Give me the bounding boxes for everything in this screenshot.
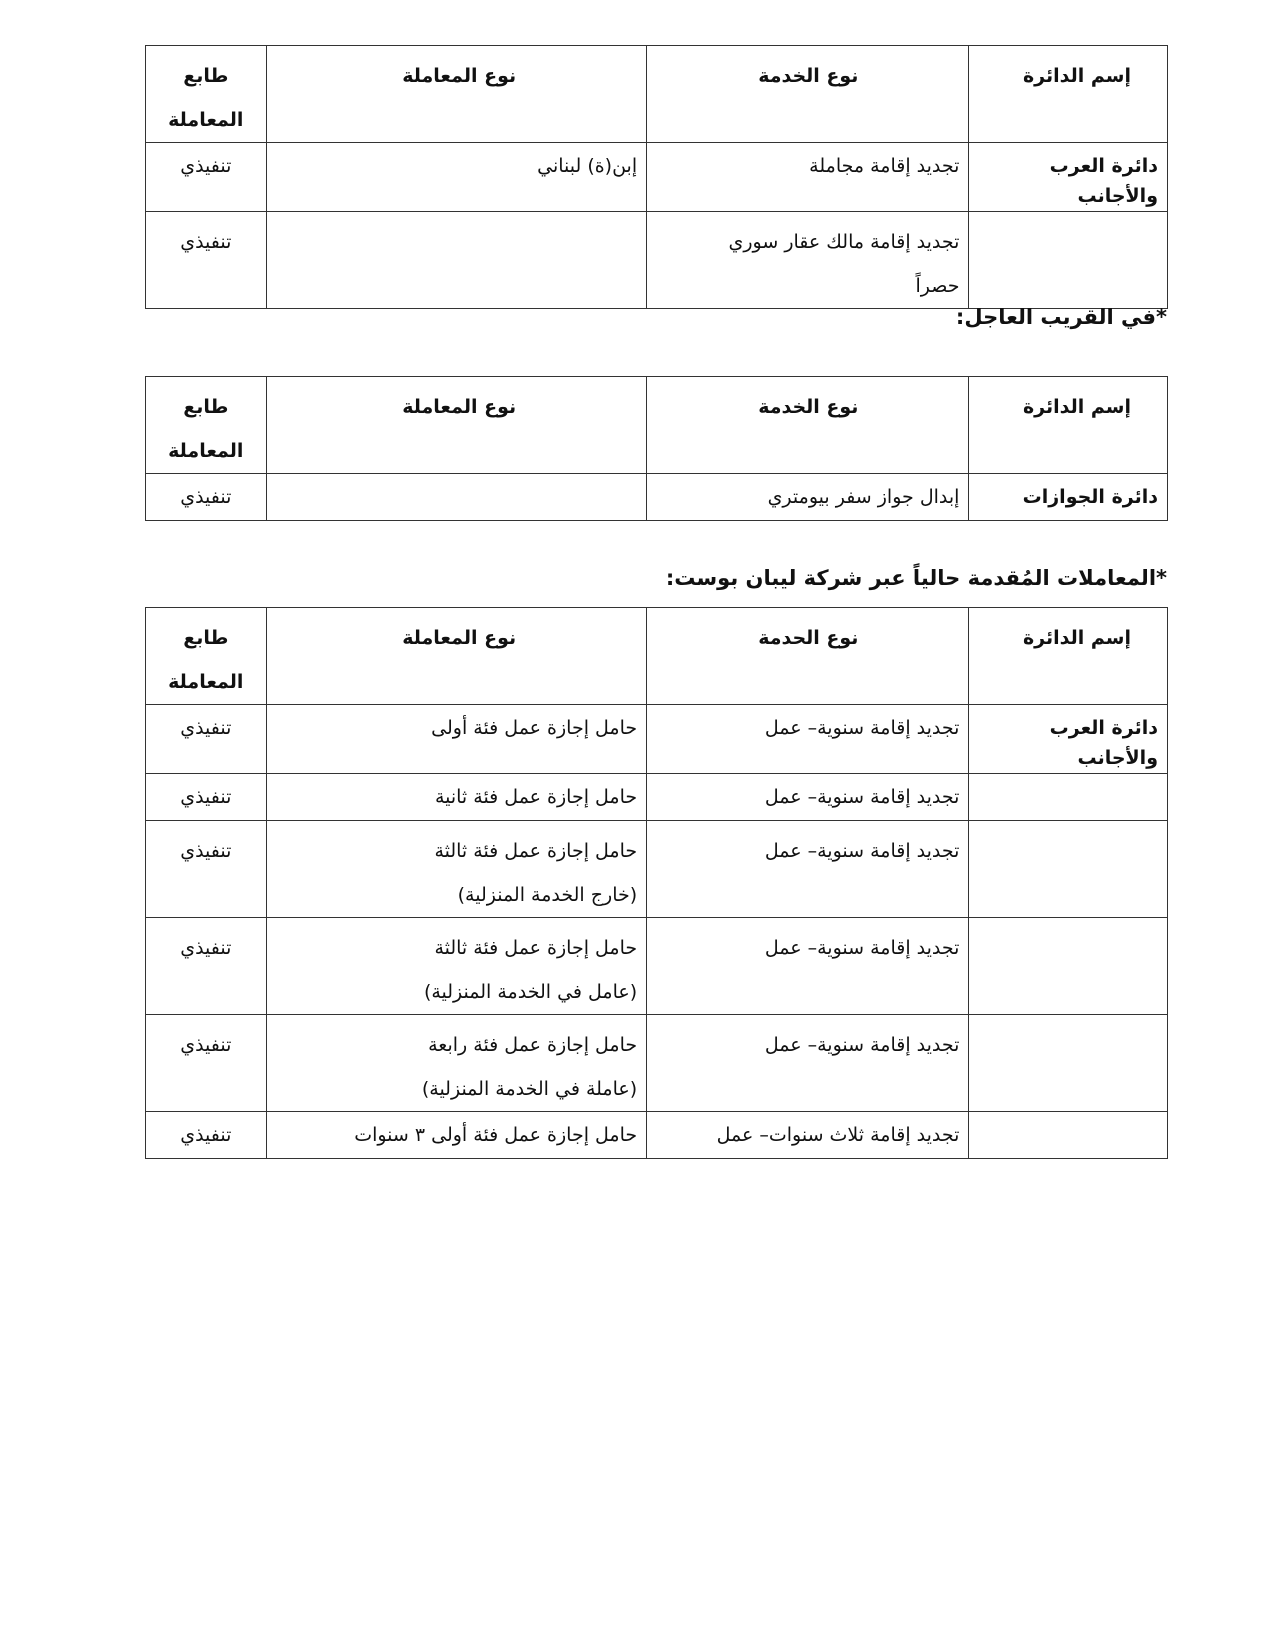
table-row	[146, 1015, 1168, 1112]
table-row	[146, 1112, 1168, 1159]
stamp-cell: تنفيذي	[146, 212, 267, 309]
dept-cell	[969, 918, 1168, 1015]
dept-cell: دائرة العرب والأجانب	[969, 705, 1168, 774]
header-dept: إسم الدائرة	[969, 377, 1168, 474]
header-type: نوع المعاملة	[266, 377, 647, 474]
table-header-row	[146, 608, 1168, 705]
service-cell: إبدال جواز سفر بيومتري	[647, 474, 969, 521]
table-row	[146, 821, 1168, 918]
table-row	[146, 143, 1168, 212]
service-cell: تجديد إقامة سنوية– عمل	[647, 918, 969, 1015]
stamp-cell: تنفيذي	[146, 774, 267, 821]
header-service: نوع الخدمة	[647, 377, 969, 474]
dept-cell: دائرة العرب والأجانب	[969, 143, 1168, 212]
table-row	[146, 212, 1168, 309]
dept-cell: دائرة الجوازات	[969, 474, 1168, 521]
stamp-cell: تنفيذي	[146, 821, 267, 918]
type-cell: حامل إجازة عمل فئة أولى ٣ سنوات	[266, 1112, 647, 1159]
dept-cell	[969, 774, 1168, 821]
dept-cell	[969, 821, 1168, 918]
service-cell: تجديد إقامة مالك عقار سوري حصراً	[647, 212, 969, 309]
stamp-cell: تنفيذي	[146, 1015, 267, 1112]
service-cell: تجديد إقامة سنوية– عمل	[647, 705, 969, 774]
type-cell	[266, 212, 647, 309]
stamp-cell: تنفيذي	[146, 705, 267, 774]
header-type: نوع المعاملة	[266, 608, 647, 705]
header-stamp: طابع المعاملة	[146, 377, 267, 474]
stamp-cell: تنفيذي	[146, 143, 267, 212]
table-row	[146, 705, 1168, 774]
header-service: نوع الخدمة	[647, 46, 969, 143]
header-dept: إسم الدائرة	[969, 46, 1168, 143]
table-header-row	[146, 377, 1168, 474]
table-row	[146, 474, 1168, 521]
stamp-cell: تنفيذي	[146, 1112, 267, 1159]
table-row	[146, 918, 1168, 1015]
stamp-cell: تنفيذي	[146, 918, 267, 1015]
header-stamp: طابع المعاملة	[146, 608, 267, 705]
table-row	[146, 774, 1168, 821]
header-type: نوع المعاملة	[266, 46, 647, 143]
type-cell: حامل إجازة عمل فئة ثالثة (عامل في الخدمة المنزلية)	[266, 918, 647, 1015]
section-heading-coming-soon: *في القريب العاجل:	[955, 305, 1167, 329]
header-service: نوع الحدمة	[647, 608, 969, 705]
service-cell: تجديد إقامة سنوية– عمل	[647, 1015, 969, 1112]
type-cell: حامل إجازة عمل فئة ثالثة (خارج الخدمة المنزلية)	[266, 821, 647, 918]
dept-cell	[969, 212, 1168, 309]
dept-cell	[969, 1112, 1168, 1159]
stamp-cell: تنفيذي	[146, 474, 267, 521]
type-cell: حامل إجازة عمل فئة رابعة (عاملة في الخدمة المنزلية)	[266, 1015, 647, 1112]
type-cell: إبن(ة) لبناني	[266, 143, 647, 212]
table-libanpost	[145, 607, 1168, 1159]
dept-cell	[969, 1015, 1168, 1112]
table-current-services	[145, 45, 1168, 309]
service-cell: تجديد إقامة سنوية– عمل	[647, 774, 969, 821]
service-cell: تجديد إقامة سنوية– عمل	[647, 821, 969, 918]
type-cell: حامل إجازة عمل فئة ثانية	[266, 774, 647, 821]
header-dept: إسم الدائرة	[969, 608, 1168, 705]
section-heading-libanpost: *المعاملات المُقدمة حالياً عبر شركة ليبان بوست:	[665, 566, 1167, 590]
type-cell	[266, 474, 647, 521]
table-header-row	[146, 46, 1168, 143]
service-cell: تجديد إقامة ثلاث سنوات– عمل	[647, 1112, 969, 1159]
header-stamp: طابع المعاملة	[146, 46, 267, 143]
table-coming-soon	[145, 376, 1168, 521]
service-cell: تجديد إقامة مجاملة	[647, 143, 969, 212]
type-cell: حامل إجازة عمل فئة أولى	[266, 705, 647, 774]
